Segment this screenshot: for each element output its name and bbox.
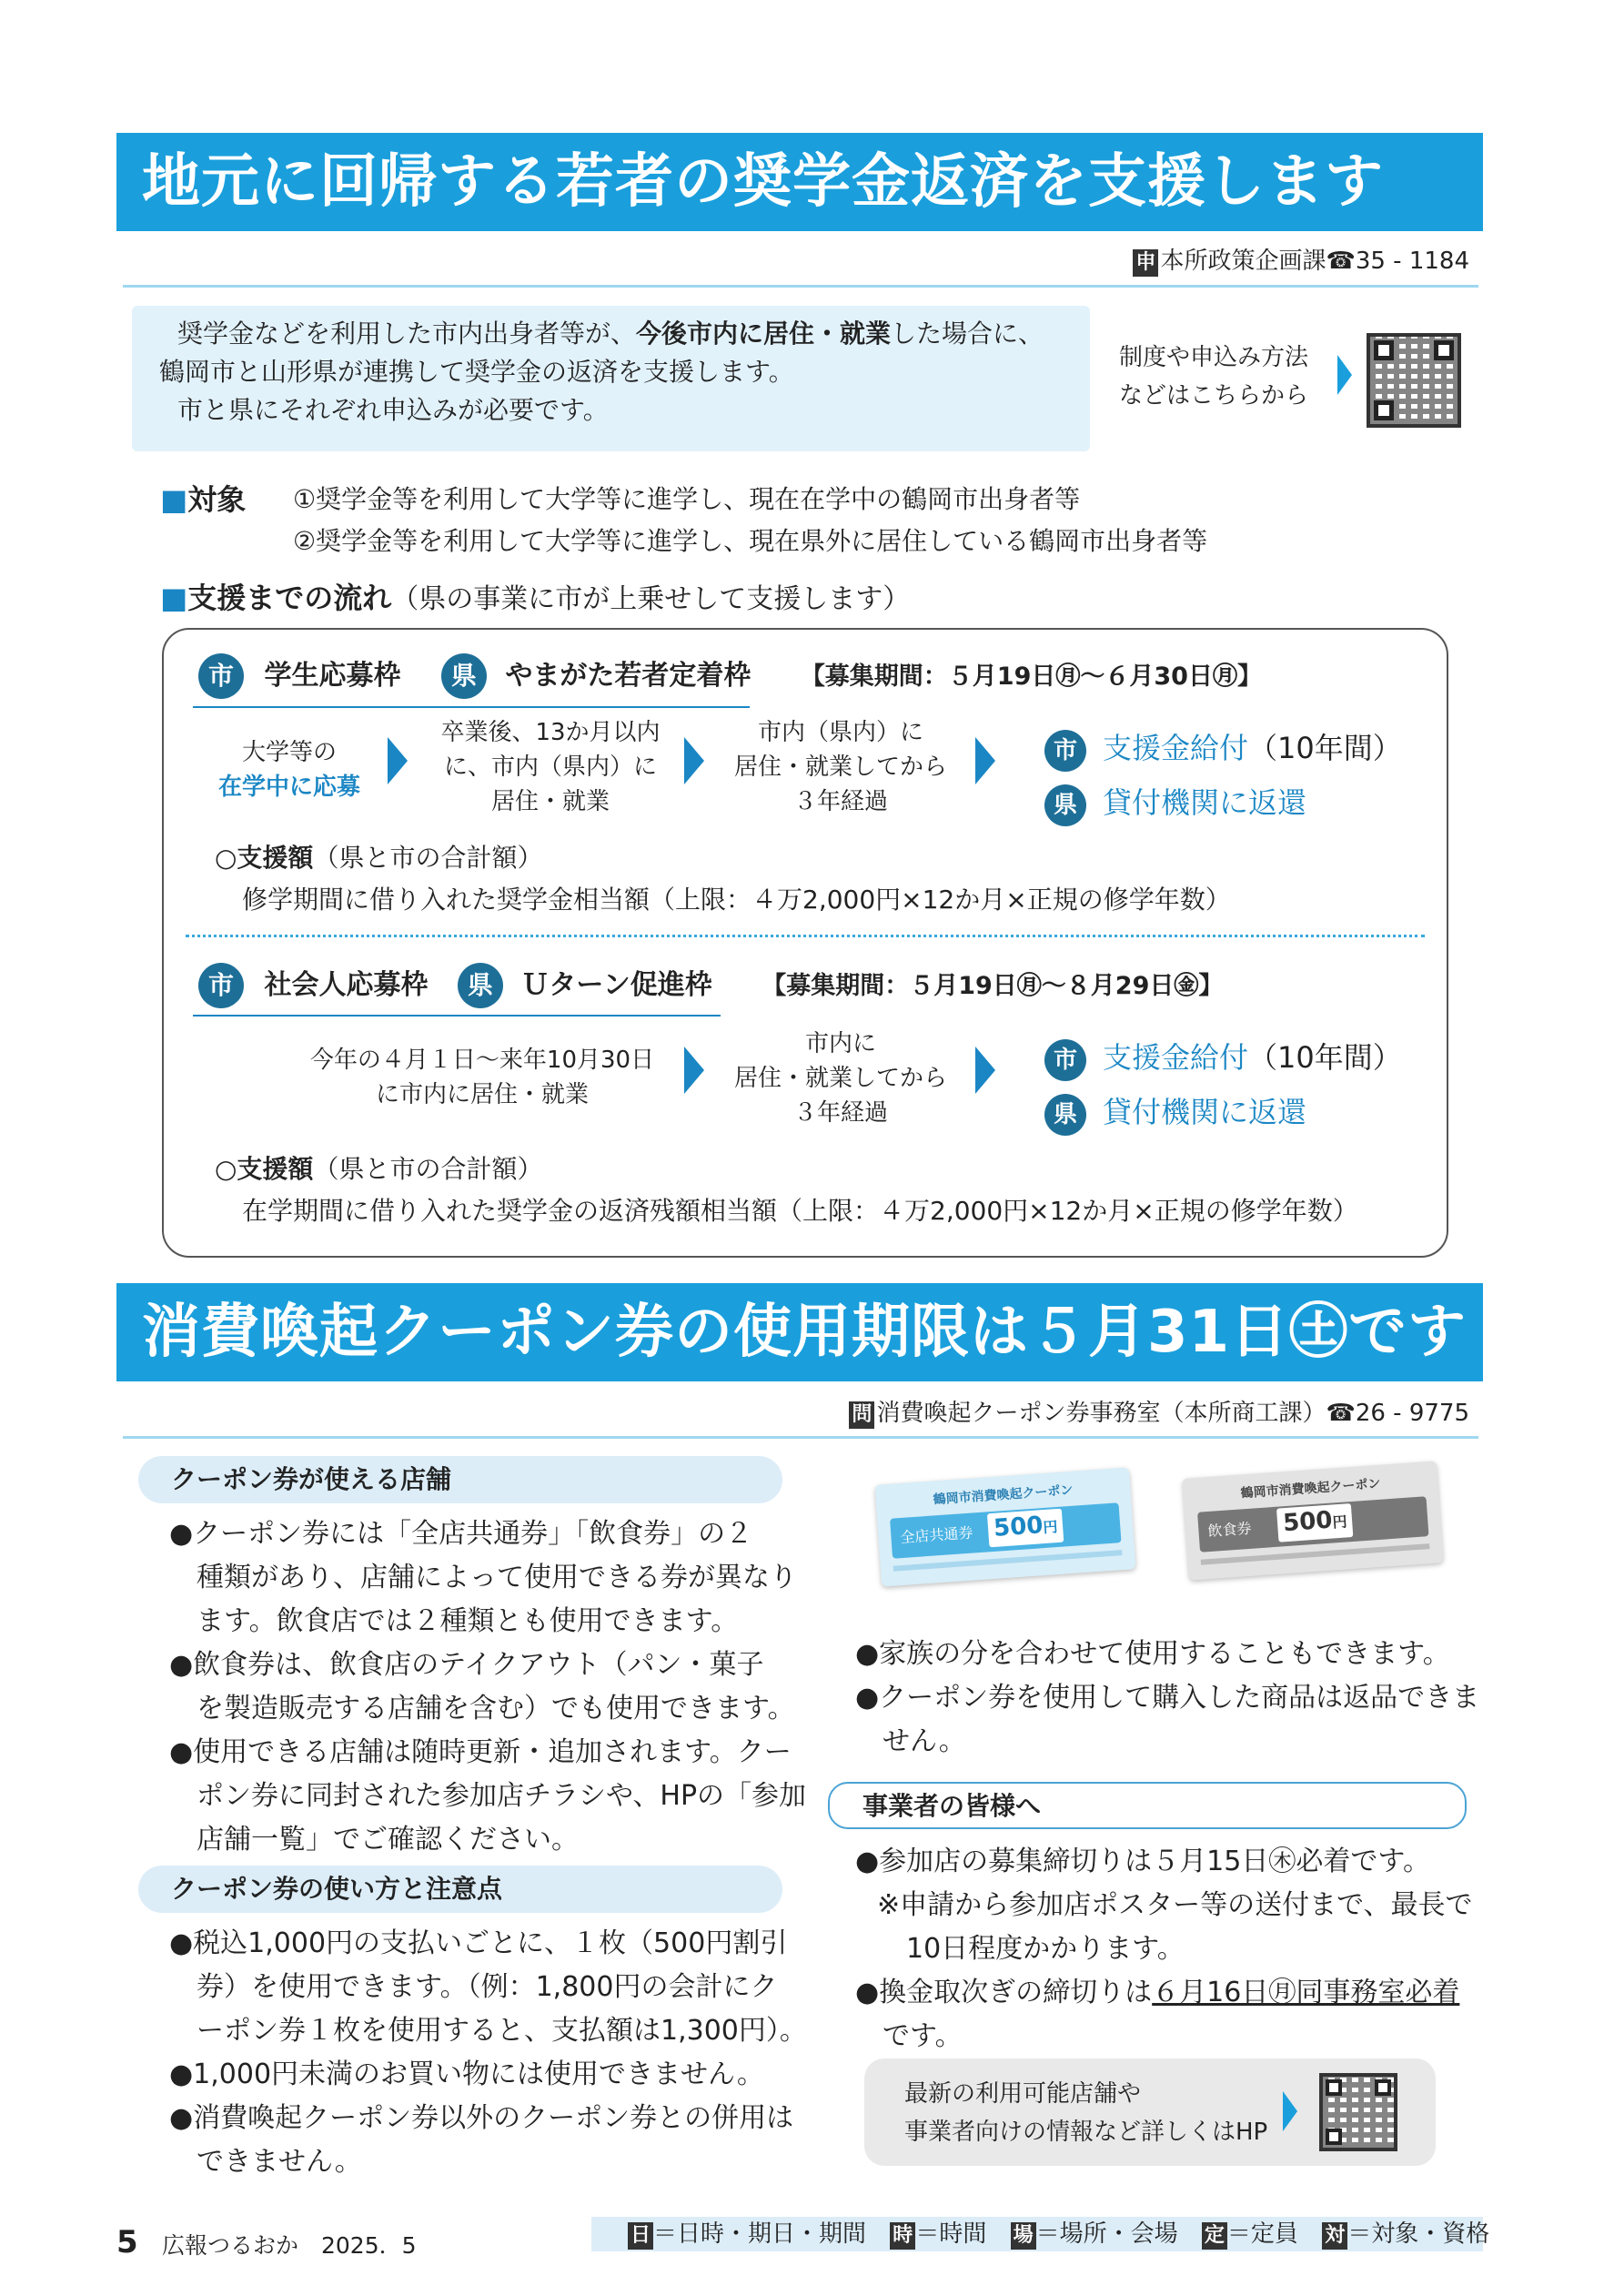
city-badge: 市 — [198, 653, 244, 699]
info-line1: 最新の利用可能店舗や — [904, 2080, 1142, 2108]
block2-header: 市 社会人応募枠 県 Ｕターン促進枠 【募集期間：５月19日㊊〜８月29日㊎】 — [198, 963, 1223, 1009]
block2-step2: 市内に 居住・就業してから ３年経過 — [733, 1030, 947, 1127]
legend-bar — [591, 2217, 1490, 2251]
contact-mark: 申 — [1133, 249, 1158, 277]
pref-badge: 県 — [441, 653, 487, 699]
chevron-right-icon — [684, 737, 704, 784]
block1-results: 市 支援金給付（10年間） 県 貸付機関に返還 — [1044, 721, 1402, 830]
stores-heading: クーポン券が使える店舗 — [138, 1456, 782, 1503]
block1-step2: 卒業後、13か月以内 に、市内（県内）に 居住・就業 — [440, 719, 661, 815]
business-heading: 事業者の皆様へ — [828, 1782, 1467, 1829]
block1-step1: 大学等の 在学中に応募 — [217, 739, 360, 801]
block2-step1: 今年の４月１日〜来年10月30日 に市内に居住・就業 — [309, 1047, 655, 1108]
block2-underline — [193, 1015, 721, 1017]
info-line2: 事業者向けの情報など詳しくはHP — [904, 2119, 1268, 2146]
legend-item: 定 ＝定員 — [1202, 2220, 1298, 2248]
target-item-1: ①奨学金等を利用して大学等に進学し、現在在学中の鶴岡市出身者等 — [293, 484, 1081, 514]
chevron-right-icon — [388, 737, 408, 784]
coupon-image-food: 鶴岡市消費喚起クーポン 飲食券 500円 — [1182, 1461, 1443, 1580]
coupon-image-common: 鶴岡市消費喚起クーポン 全店共通券 500円 — [874, 1467, 1135, 1586]
legend-item: 場 ＝場所・会場 — [1011, 2220, 1178, 2248]
block2-results: 市 支援金給付（10年間） 県 貸付機関に返還 — [1044, 1030, 1402, 1139]
block1-underline — [193, 706, 750, 708]
publication-name: 広報つるおか 2025．5 — [162, 2232, 417, 2259]
block2-pref-label: Ｕターン促進枠 — [521, 969, 712, 1001]
section2-title: 消費喚起クーポン券の使用期限は５月31日㊏です — [116, 1283, 1483, 1381]
block2-amount: ○支援額（県と市の合計額） 在学期間に借り入れた奨学金の返済残額相当額（上限：４万2,000円×12か月×正規の修学年数） — [215, 1154, 1358, 1226]
usage-heading: クーポン券の使い方と注意点 — [138, 1866, 782, 1913]
usage-list: ●税込1,000円の支払いごとに、１枚（500円割引 券）を使用できます。（例：1,800円の会計にク ーポン券１枚を使用すると、支払額は1,300円）。 ●1,000円未満のお買い物には使用できません。 ●消費喚起クーポン券以外のクーポン券との併用は できません。 — [169, 1927, 807, 2178]
divider — [123, 1436, 1478, 1439]
block1-pref-label: やまがた若者定着枠 — [505, 660, 751, 692]
dotted-divider — [186, 935, 1425, 937]
legend-item: 時 ＝時間 — [890, 2220, 986, 2248]
section2-contact: 問 消費喚起クーポン券事務室（本所商工課）☎26 - 9775 — [637, 1394, 1469, 1429]
legend-item: 対 ＝対象・資格 — [1322, 2220, 1489, 2248]
chevron-right-icon — [1283, 2091, 1297, 2131]
block1-amount: ○支援額（県と市の合計額） 修学期間に借り入れた奨学金相当額（上限：４万2,000円×12か月×正規の修学年数） — [215, 843, 1231, 915]
section1-contact — [819, 242, 1469, 277]
intro-line3: 市と県にそれぞれ申込みが必要です。 — [177, 395, 609, 425]
block1-step3: 市内（県内）に 居住・就業してから ３年経過 — [733, 719, 947, 815]
qr-code-icon[interactable] — [1367, 333, 1461, 428]
chevron-right-icon — [975, 1047, 995, 1094]
legend-item: 日 ＝日時・期日・期間 — [628, 2220, 866, 2248]
contact-text: 本所政策企画課☎35 - 1184 — [1160, 248, 1469, 275]
target-heading: ■対象 — [160, 482, 247, 517]
block1-city-label: 学生応募枠 — [264, 660, 401, 692]
section1-title: 地元に回帰する若者の奨学金返済を支援します — [116, 133, 1483, 231]
qr-code-icon[interactable] — [1319, 2073, 1397, 2151]
intro-line1: 奨学金などを利用した市内出身者等が、今後市内に居住・就業した場合に、 — [177, 319, 1044, 349]
intro-box — [132, 306, 1090, 451]
chevron-right-icon — [975, 737, 995, 784]
flow-heading: ■支援までの流れ（県の事業に市が上乗せして支援します） — [160, 581, 911, 615]
block2-period: 【募集期間：５月19日㊊〜８月29日㊎】 — [762, 972, 1224, 1000]
qr-label: 制度や申込み方法 などはこちらから — [1119, 344, 1309, 410]
target-item-2: ②奨学金等を利用して大学等に進学し、現在県外に居住している鶴岡市出身者等 — [293, 526, 1208, 556]
stores-list: ●クーポン券には「全店共通券」「飲食券」の２ 種類があり、店舗によって使用できる券が異なり ます。飲食店では２種類とも使用できます。 ●飲食券は、飲食店のテイクアウト（パン・菓子 を製造販売する店舗を含む）でも使用できます。 ●使用できる店舗は随時更新・追加されます。クー ポン券に同封された参加店チラシや、HPの「参加 店舗一覧」でご確認ください。 — [169, 1518, 807, 1856]
page-number: 5 — [116, 2224, 138, 2261]
intro-line2: 鶴岡市と山形県が連携して奨学金の返済を支援します。 — [159, 357, 794, 387]
target-list — [293, 479, 1207, 562]
business-list: ●参加店の募集締切りは５月15日㊍必着です。 ※申請から参加店ポスター等の送付まで、最長で 10日程度かかります。 ●換金取次ぎの締切りは６月16日㊊同事務室必着 です。 — [855, 1846, 1473, 2052]
right-list: ●家族の分を合わせて使用することもできます。 ●クーポン券を使用して購入した商品は返品できま せん。 — [855, 1638, 1480, 1757]
block1-period: 【募集期間：５月19日㊊〜６月30日㊊】 — [800, 663, 1262, 691]
chevron-right-icon — [1337, 355, 1352, 395]
chevron-right-icon — [684, 1047, 704, 1094]
info-panel — [864, 2058, 1436, 2166]
block1-header — [198, 653, 1262, 700]
divider — [123, 285, 1478, 288]
block2-city-label: 社会人応募枠 — [264, 969, 429, 1001]
